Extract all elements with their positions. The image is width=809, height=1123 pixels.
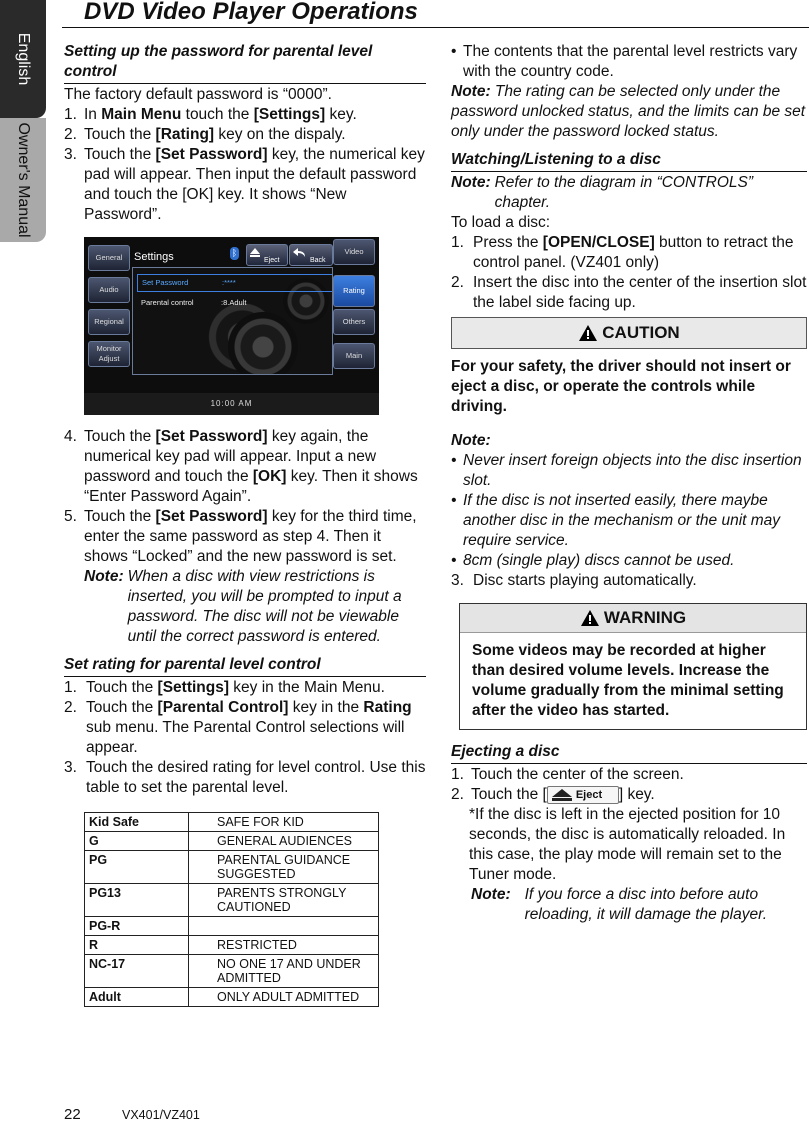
- step-number: 2.: [451, 786, 464, 803]
- table-row: [85, 851, 379, 884]
- auto-reload-detail: *If the disc is left in the ejected position for 10 seconds, the disc is automatically reloaded. In this case, the play mode will remain set to the Tuner mode.: [469, 806, 786, 883]
- warning-triangle-icon: [580, 609, 600, 627]
- table-row: [85, 936, 379, 955]
- step-number: 3.: [64, 759, 77, 776]
- step-text: Touch the [Set Password] key, the numerical key pad will appear. Then input the default password and touch the [OK] key. It shows “New Password”.: [84, 146, 425, 223]
- password-intro: The factory default password is “0000”.: [64, 86, 332, 103]
- step-number: 1.: [451, 234, 464, 251]
- step-text: Touch the [Set Password] key for the third time, enter the same password as step 4. Then it shows “Locked” and the new password is set.: [84, 508, 417, 565]
- screen-monitor-adjust-button: Monitor Adjust: [88, 341, 130, 367]
- row-label: Parental control: [141, 298, 194, 307]
- rating-description: PARENTAL GUIDANCE SUGGESTED: [189, 851, 379, 884]
- disc-notes-label: Note:: [451, 432, 491, 449]
- password-step-4: [64, 427, 426, 507]
- right-column: [451, 42, 807, 925]
- watching-heading: Watching/Listening to a disc: [451, 150, 807, 172]
- eject-step-1: [451, 765, 807, 785]
- title-rule: [62, 27, 809, 28]
- screen-parental-control-row: [137, 295, 331, 311]
- password-step-5: [64, 507, 426, 567]
- password-step-2: [64, 125, 426, 145]
- warning-triangle-icon: [578, 324, 598, 342]
- caution-banner: [451, 317, 807, 349]
- password-step-3: [64, 145, 426, 225]
- note-label: Note:: [451, 174, 491, 191]
- screen-eject-button: [246, 244, 288, 266]
- load-step-3: [451, 571, 807, 591]
- manual-tab-label: Owner's Manual: [15, 122, 32, 238]
- screen-others-button: Others: [333, 309, 375, 335]
- screen-audio-button: Audio: [88, 277, 130, 303]
- screen-set-password-row: [137, 274, 333, 292]
- model-number: VX401/VZ401: [122, 1108, 200, 1122]
- note-text: When a disc with view restrictions is inserted, you will be prompted to input a password. The disc will not be viewable until the correct password is entered.: [127, 568, 402, 645]
- warning-label: WARNING: [603, 608, 687, 627]
- rating-description: RESTRICTED: [189, 936, 379, 955]
- screen-back-label: Back: [310, 257, 326, 264]
- rating-description: [189, 917, 379, 936]
- disc-note-item: [451, 551, 807, 571]
- step-text: Disc starts playing automatically.: [473, 572, 697, 589]
- step-text: Touch the desired rating for level control. Use this table to set the parental level.: [86, 759, 426, 796]
- rating-step-3: [64, 758, 426, 798]
- eject-key-label: Eject: [575, 788, 603, 801]
- step-text: Touch the [Set Password] key again, the numerical key pad will appear. Input a new password and touch the [OK] key. Then it shows “Enter Password Again”.: [84, 428, 418, 505]
- row-value: :8.Adult: [221, 298, 247, 307]
- settings-screen-illustration: [84, 237, 379, 415]
- table-row: [85, 832, 379, 851]
- row-value: :****: [222, 278, 236, 287]
- bullet-mark: •: [451, 452, 457, 469]
- disc-note-item: [451, 491, 807, 551]
- rating-description: SAFE FOR KID: [189, 813, 379, 832]
- language-tab-label: English: [15, 32, 32, 86]
- rating-code: NC-17: [85, 955, 189, 988]
- step-number: 4.: [64, 428, 77, 445]
- load-intro: To load a disc:: [451, 214, 551, 231]
- step-text: Insert the disc into the center of the insertion slot the label side facing up.: [473, 274, 807, 311]
- load-step-1: [451, 233, 807, 273]
- rating-description: PARENTS STRONGLY CAUTIONED: [189, 884, 379, 917]
- rating-step-2: [64, 698, 426, 758]
- bullet-mark: •: [451, 43, 457, 60]
- eject-step-2: [451, 785, 807, 805]
- back-arrow-icon: [293, 248, 307, 258]
- rating-heading: Set rating for parental level control: [64, 655, 426, 677]
- table-row: [85, 955, 379, 988]
- country-code-bullet: [451, 42, 807, 82]
- password-note: [64, 567, 426, 647]
- table-row: [85, 813, 379, 832]
- screen-general-button: General: [88, 245, 130, 271]
- bullet-mark: •: [451, 492, 457, 509]
- screen-main-button: Main: [333, 343, 375, 369]
- ejecting-heading: Ejecting a disc: [451, 742, 807, 764]
- screen-clock: 10:00 AM: [84, 393, 379, 415]
- password-heading: Setting up the password for parental level control: [64, 42, 426, 84]
- rating-code: Adult: [85, 988, 189, 1007]
- note-text: If you force a disc into before auto reloading, it will damage the player.: [524, 886, 768, 923]
- disc-note-item: [451, 451, 807, 491]
- note-label: Note:: [84, 568, 124, 585]
- table-row: [85, 988, 379, 1007]
- screen-settings-panel: [132, 267, 333, 375]
- step-text: Touch the center of the screen.: [471, 766, 684, 783]
- note-label: Note:: [471, 886, 511, 903]
- screen-regional-button: Regional: [88, 309, 130, 335]
- page-title: DVD Video Player Operations: [84, 0, 418, 25]
- step-number: 2.: [451, 274, 464, 291]
- warning-banner: [460, 604, 806, 633]
- step-number: 1.: [64, 106, 77, 123]
- rating-code: G: [85, 832, 189, 851]
- rating-code: PG13: [85, 884, 189, 917]
- table-row: [85, 917, 379, 936]
- eject-icon: [250, 248, 260, 257]
- page-number: 22: [64, 1106, 81, 1123]
- bullet-text: 8cm (single play) discs cannot be used.: [463, 552, 735, 569]
- bullet-text: Never insert foreign objects into the disc insertion slot.: [463, 452, 802, 489]
- screen-rating-button: Rating: [333, 275, 375, 307]
- warning-text: Some videos may be recorded at higher than desired volume levels. Increase the volume gradually from the minimal setting after the video has started.: [472, 642, 784, 719]
- rating-description: GENERAL AUDIENCES: [189, 832, 379, 851]
- note-text: The rating can be selected only under the password unlocked status, and the limits can be set only under the password locked status.: [451, 83, 806, 140]
- rating-code: PG-R: [85, 917, 189, 936]
- note-label: Note:: [451, 83, 491, 100]
- eject-note: [451, 885, 807, 925]
- step-number: 3.: [64, 146, 77, 163]
- rating-step-1: [64, 678, 426, 698]
- rating-description: ONLY ADULT ADMITTED: [189, 988, 379, 1007]
- eject-key-illustration: [547, 786, 619, 804]
- step-text: Touch the [Settings] key in the Main Menu.: [86, 679, 385, 696]
- rating-description: NO ONE 17 AND UNDER ADMITTED: [189, 955, 379, 988]
- step-text: Touch the [Parental Control] key in the Rating sub menu. The Parental Control selections will appear.: [86, 699, 412, 756]
- step-number: 1.: [451, 766, 464, 783]
- bullet-text: The contents that the parental level restricts vary with the country code.: [463, 43, 798, 80]
- step-text: Press the [OPEN/CLOSE] button to retract the control panel. (VZ401 only): [473, 234, 794, 271]
- step-number: 2.: [64, 126, 77, 143]
- password-step-1: [64, 105, 426, 125]
- step-number: 1.: [64, 679, 77, 696]
- bullet-text: If the disc is not inserted easily, there maybe another disc in the mechanism or the unit may require service.: [463, 492, 781, 549]
- step-number: 5.: [64, 508, 77, 525]
- speaker-graphic: [228, 312, 298, 375]
- left-column: [64, 42, 426, 1007]
- rating-lock-note: [451, 82, 807, 142]
- rating-table: [84, 812, 379, 1007]
- eject-icon: [552, 789, 572, 801]
- bluetooth-icon: ᛒ: [231, 248, 238, 258]
- caution-label: CAUTION: [602, 323, 680, 342]
- warning-box: [459, 603, 807, 730]
- watching-note: [451, 173, 807, 213]
- caution-text: For your safety, the driver should not insert or eject a disc, or operate the controls while driving.: [451, 358, 791, 415]
- step-text: Touch the [ Eject ] key.: [471, 786, 655, 803]
- manual-tab: [0, 118, 46, 242]
- screen-eject-label: Eject: [264, 257, 280, 264]
- screen-video-button: Video: [333, 239, 375, 265]
- rating-code: Kid Safe: [85, 813, 189, 832]
- note-text: Refer to the diagram in “CONTROLS” chapter.: [494, 174, 754, 211]
- table-row: [85, 884, 379, 917]
- rating-code: R: [85, 936, 189, 955]
- step-number: 3.: [451, 572, 464, 589]
- step-number: 2.: [64, 699, 77, 716]
- bullet-mark: •: [451, 552, 457, 569]
- load-step-2: [451, 273, 807, 313]
- step-text: Touch the [Rating] key on the dispaly.: [84, 126, 346, 143]
- screen-back-button: [289, 244, 333, 266]
- language-tab: [0, 0, 46, 118]
- row-label: Set Password: [142, 278, 189, 287]
- step-text: In Main Menu touch the [Settings] key.: [84, 106, 357, 123]
- screen-title: Settings: [134, 251, 174, 263]
- rating-code: PG: [85, 851, 189, 884]
